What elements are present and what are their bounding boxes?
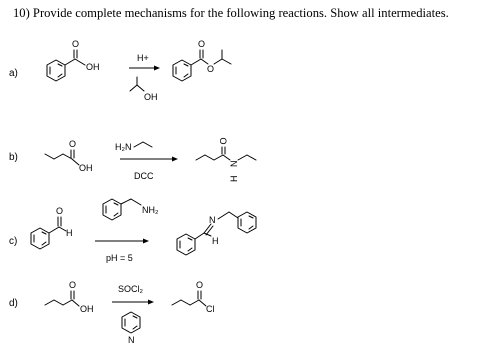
thionyl-chloride: SOCl₂: [118, 284, 143, 294]
reaction-c: [31, 199, 256, 263]
imine-nitrogen: N: [209, 215, 216, 225]
amine-group: NH₂: [142, 205, 159, 215]
aldehyde-hydrogen: H: [66, 228, 73, 238]
reaction-b-label: b): [9, 152, 18, 163]
arrowhead: [143, 239, 149, 244]
ethyl-bond: [134, 142, 143, 147]
question-title: 10) Provide complete mechanisms for the following reactions. Show all intermediates.: [13, 6, 449, 20]
arrowhead: [172, 157, 178, 162]
hydroxyl-label: OH: [144, 92, 158, 102]
carbonyl-oxygen: O: [196, 280, 204, 290]
amide-nitrogen: N: [229, 160, 239, 167]
benzoic-acid-structure: [47, 50, 85, 81]
benzylamine-structure: [103, 199, 141, 220]
arrowhead: [148, 300, 154, 305]
carbonyl-oxygen: O: [198, 39, 206, 49]
isopropyl-benzoate-structure: [173, 50, 231, 81]
reaction-a-label: a): [9, 68, 18, 79]
arrowhead: [154, 66, 160, 71]
acid-catalyst: H+: [137, 53, 149, 63]
reaction-c-label: c): [9, 236, 18, 247]
imine-product-structure: [177, 212, 256, 255]
carbonyl-oxygen: O: [69, 280, 77, 290]
isopropanol-structure: [130, 77, 144, 91]
ethyl-bond: [143, 142, 152, 147]
amide-hydrogen: H: [229, 175, 239, 182]
butanoic-acid-structure: [45, 150, 79, 165]
imine-hydrogen: H: [212, 236, 219, 246]
carbonyl-oxygen: O: [56, 206, 64, 216]
benzaldehyde-structure: [31, 217, 66, 249]
hydroxyl-label: OH: [79, 163, 93, 173]
chlorine-atom: Cl: [206, 304, 215, 314]
reaction-b: [45, 137, 256, 182]
butanoic-acid-structure: [45, 291, 79, 306]
ph-condition: pH = 5: [106, 253, 133, 263]
pyridine-nitrogen: N: [128, 335, 135, 345]
ester-oxygen: O: [207, 64, 215, 74]
carbonyl-oxygen: O: [69, 139, 77, 149]
ethylamine-reagent: H₂N: [115, 142, 132, 152]
carbonyl-oxygen: O: [72, 39, 80, 49]
coupling-reagent-dcc: DCC: [134, 171, 154, 181]
n-ethylbutanamide-structure: [196, 147, 256, 160]
reaction-a: [47, 39, 231, 102]
butanoyl-chloride-structure: [172, 291, 206, 306]
hydroxyl-label: OH: [86, 62, 100, 72]
reaction-d-label: d): [9, 298, 18, 309]
reaction-d: [45, 280, 215, 345]
carbonyl-oxygen: O: [218, 137, 229, 145]
hydroxyl-label: OH: [80, 304, 94, 314]
pyridine-structure: [122, 312, 140, 333]
